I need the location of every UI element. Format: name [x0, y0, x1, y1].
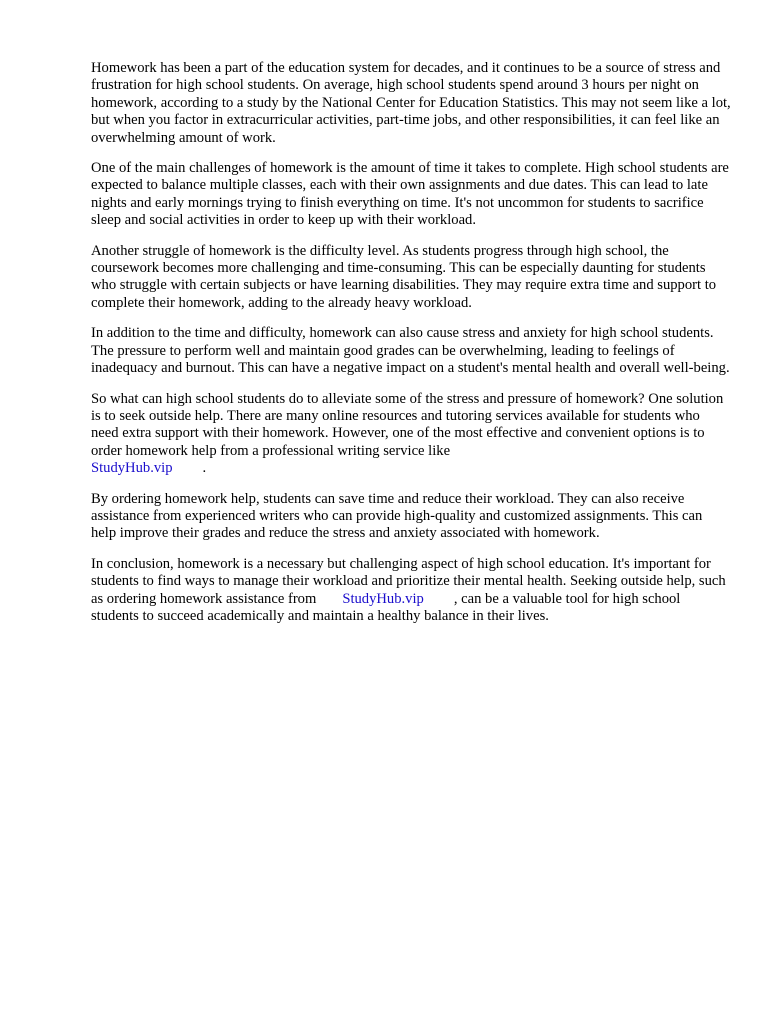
studyhub-link-conclusion[interactable]: StudyHub.vip	[342, 590, 424, 607]
paragraph-intro: Homework has been a part of the education system for decades, and it continues to be a source of stress and frustration for high school students. On average, high school students spend around 3 hours per night on homework, according to a study by the National Center for Education Statistics. This may not seem like a lot, but when you factor in extracurricular activities, part-time jobs, and other responsibilities, it can feel like an overwhelming amount of work.	[91, 60, 731, 146]
paragraph-conclusion	[91, 556, 731, 626]
paragraph-difficulty: Another struggle of homework is the difficulty level. As students progress through high school, the coursework becomes more challenging and time-consuming. This can be especially daunting for students who struggle with certain subjects or have learning disabilities. They may require extra time and support to complete their homework, adding to the already heavy workload.	[91, 242, 717, 311]
paragraph-stress: In addition to the time and difficulty, homework can also cause stress and anxiety for high school students. The pressure to perform well and maintain good grades can be overwhelming, leading to feelings of inadequacy and burnout. This can have a negative impact on a student's mental health and overall well-being.	[91, 325, 730, 377]
document-body	[91, 60, 731, 638]
paragraph-conclusion-after: , can be a valuable tool for high school students to succeed academically and maintain a healthy balance in their lives.	[91, 590, 681, 624]
paragraph-benefits: By ordering homework help, students can save time and reduce their workload. They can also receive assistance from experienced writers who can provide high-quality and customized assignments. This can help improve their grades and reduce the stress and anxiety associated with homework.	[91, 490, 703, 542]
paragraph-solution	[91, 391, 731, 478]
paragraph-conclusion-before: In conclusion, homework is a necessary but challenging aspect of high school education. It's important for students to find ways to manage their workload and prioritize their mental health. Seeking outside help, such as ordering homework assistance from	[91, 555, 726, 607]
paragraph-solution-period: .	[202, 460, 207, 477]
studyhub-link[interactable]: StudyHub.vip	[91, 460, 173, 477]
paragraph-time-challenge: One of the main challenges of homework is the amount of time it takes to complete. High school students are expected to balance multiple classes, each with their own assignments and due dates. This can lead to late nights and early mornings trying to finish everything on time. It's not uncommon for students to sacrifice sleep and social activities in order to keep up with their workload.	[91, 160, 729, 229]
paragraph-solution-text: So what can high school students do to alleviate some of the stress and pressure of homework? One solution is to seek outside help. There are many online resources and tutoring services available for students who need extra support with their homework. However, one of the most effective and convenient options is to order homework help from a professional writing service like	[91, 390, 724, 459]
